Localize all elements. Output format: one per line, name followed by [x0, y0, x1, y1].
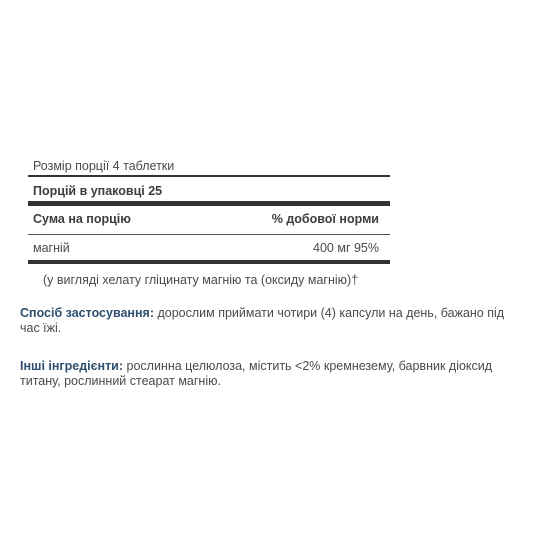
- usage-paragraph: [20, 306, 525, 336]
- servings-per-container-text: Порцій в упаковці 25: [33, 184, 163, 198]
- serving-size-text: Розмір порції 4 таблетки: [33, 159, 175, 173]
- nutrient-value: 400 мг 95%: [313, 241, 379, 255]
- ingredients-label: Інші інгредієнти:: [20, 359, 124, 373]
- supplement-facts-table: [28, 155, 390, 288]
- servings-per-container-row: [28, 177, 390, 206]
- amount-per-serving-label: Сума на порцію: [33, 212, 131, 226]
- amount-header-row: [28, 206, 390, 235]
- usage-label: Спосіб застосування:: [20, 306, 154, 320]
- ingredients-paragraph: [20, 359, 525, 389]
- daily-value-header: % добової норми: [271, 212, 379, 226]
- nutrient-name: магній: [33, 241, 70, 255]
- serving-size-row: [28, 155, 390, 177]
- ingredients-text: рослинна целюлоза, містить <2% кремнезему, барвник діоксид титану, рослинний стеарат магнію.: [20, 359, 493, 388]
- nutrient-row: [28, 235, 390, 264]
- nutrient-note: (у вигляді хелату гліцинату магнію та (оксиду магнію)†: [43, 273, 359, 287]
- usage-text: дорослим приймати чотири (4) капсули на день, бажано під час їжі.: [20, 306, 505, 335]
